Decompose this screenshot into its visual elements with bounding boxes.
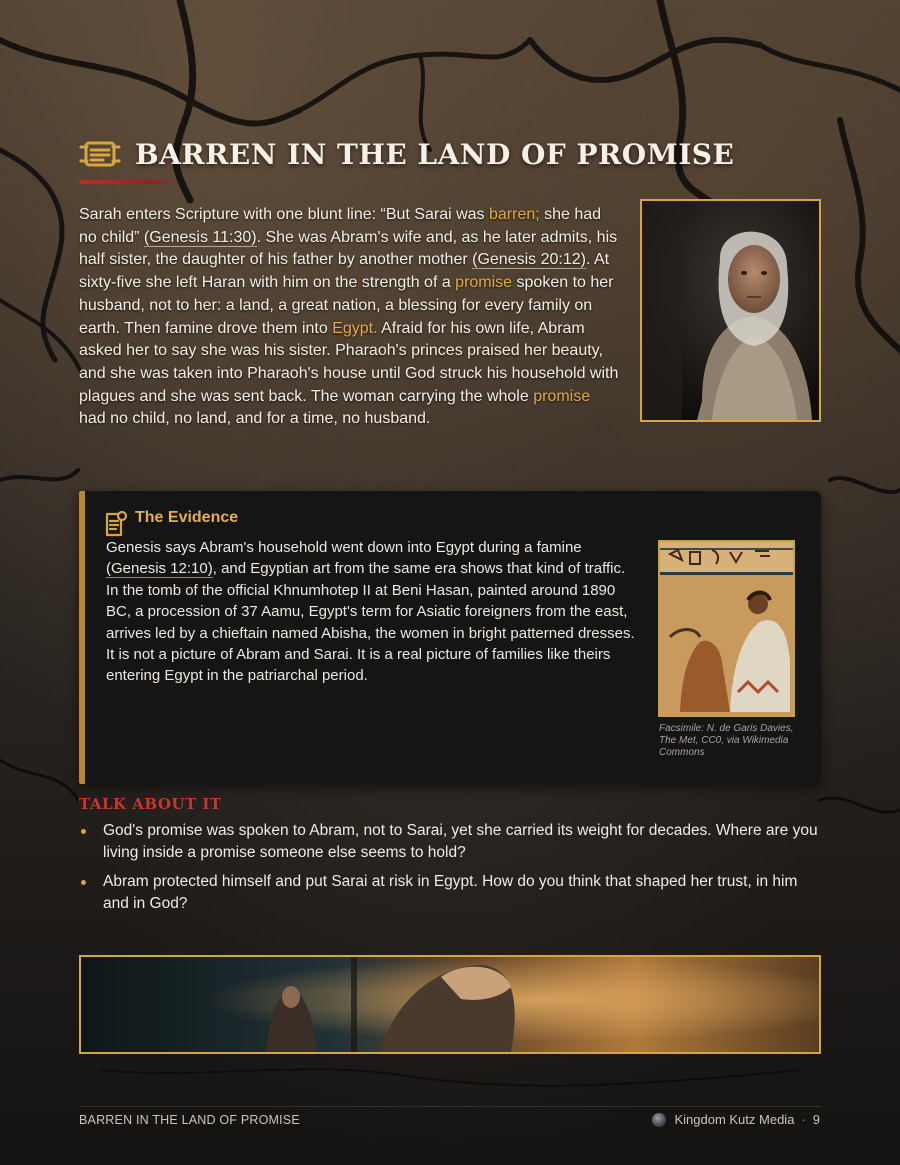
title-underline — [79, 180, 181, 184]
page-number: 9 — [812, 1112, 820, 1127]
scripture-ref[interactable]: (Genesis 20:12) — [472, 251, 586, 269]
bullet-icon — [81, 880, 86, 885]
brand-logo-icon — [652, 1113, 666, 1127]
brand-name: Kingdom Kutz Media — [674, 1112, 795, 1127]
footer-title: BARREN IN THE LAND OF PROMISE — [79, 1113, 300, 1127]
footer-separator: · — [801, 1112, 806, 1127]
evidence-callout — [79, 491, 821, 784]
list-item: God's promise was spoken to Abram, not to Sarai, yet she carried its weight for decades. Where are you living inside a promise someone else seems to hold? — [79, 820, 819, 864]
title-row — [79, 132, 734, 176]
evidence-title: The Evidence — [135, 509, 239, 526]
highlight-egypt: Egypt. — [332, 319, 378, 337]
banner-image — [79, 955, 821, 1054]
image-caption: Facsimile: N. de Garis Davies, The Met, CC0, via Wikimedia Commons — [659, 723, 794, 758]
evidence-text: Genesis says Abram's household went down into Egypt during a famine (Genesis 12:10), and Egyptian art from the same era shows that kind of traffic. In the tomb of the official Khnumhotep II at Beni Hasan, painted around 1890 BC, a procession of 37 Aamu, Egypt's term for Asiatic foreigners from the east, arrives led by a chieftain named Abisha, the women in bright patterned dresses. It is not a picture of Abram and Sarai. It is a real picture of families like theirs entering Egypt in the patriarchal period. — [106, 539, 635, 685]
highlight-promise: promise — [455, 274, 513, 292]
tomb-painting-image — [658, 540, 795, 717]
discussion-list — [79, 820, 819, 922]
document-seal-icon — [103, 510, 129, 538]
scripture-ref[interactable]: (Genesis 12:10) — [106, 560, 213, 578]
list-item: Abram protected himself and put Sarai at risk in Egypt. How do you think that shaped her trust, in him and in God? — [79, 871, 819, 915]
scripture-ref[interactable]: (Genesis 11:30) — [143, 228, 257, 246]
sarah-portrait-image — [640, 199, 821, 422]
footer-brand — [652, 1112, 820, 1127]
scroll-icon — [79, 137, 121, 171]
intro-paragraph: Sarah enters Scripture with one blunt line: “But Sarai was barren; she had no child” (Genesis 11:30). She was Abram's wife and, as he later admits, his half sister, the daughter of his father by another mother (Genesis 20:12). At sixty-five she left Haran with him on the strength of a promise spoken to her husband, not to her: a land, a great nation, a blessing for every family on earth. Then famine drove them into Egypt. Afraid for his own life, Abram asked her to say she was his sister. Pharaoh's princes praised her beauty, and she was taken into Pharaoh's house until God struck his household with plagues and she was sent back. The woman carrying the whole promise had no child, no land, and for a time, no husband. — [79, 206, 619, 428]
highlight-barren: barren; — [488, 206, 540, 223]
bullet-icon — [81, 829, 86, 834]
page-title: BARREN IN THE LAND OF PROMISE — [135, 137, 735, 171]
footer-divider — [79, 1106, 821, 1107]
highlight-promise: promise — [533, 387, 591, 405]
talk-heading: TALK ABOUT IT — [79, 795, 222, 813]
